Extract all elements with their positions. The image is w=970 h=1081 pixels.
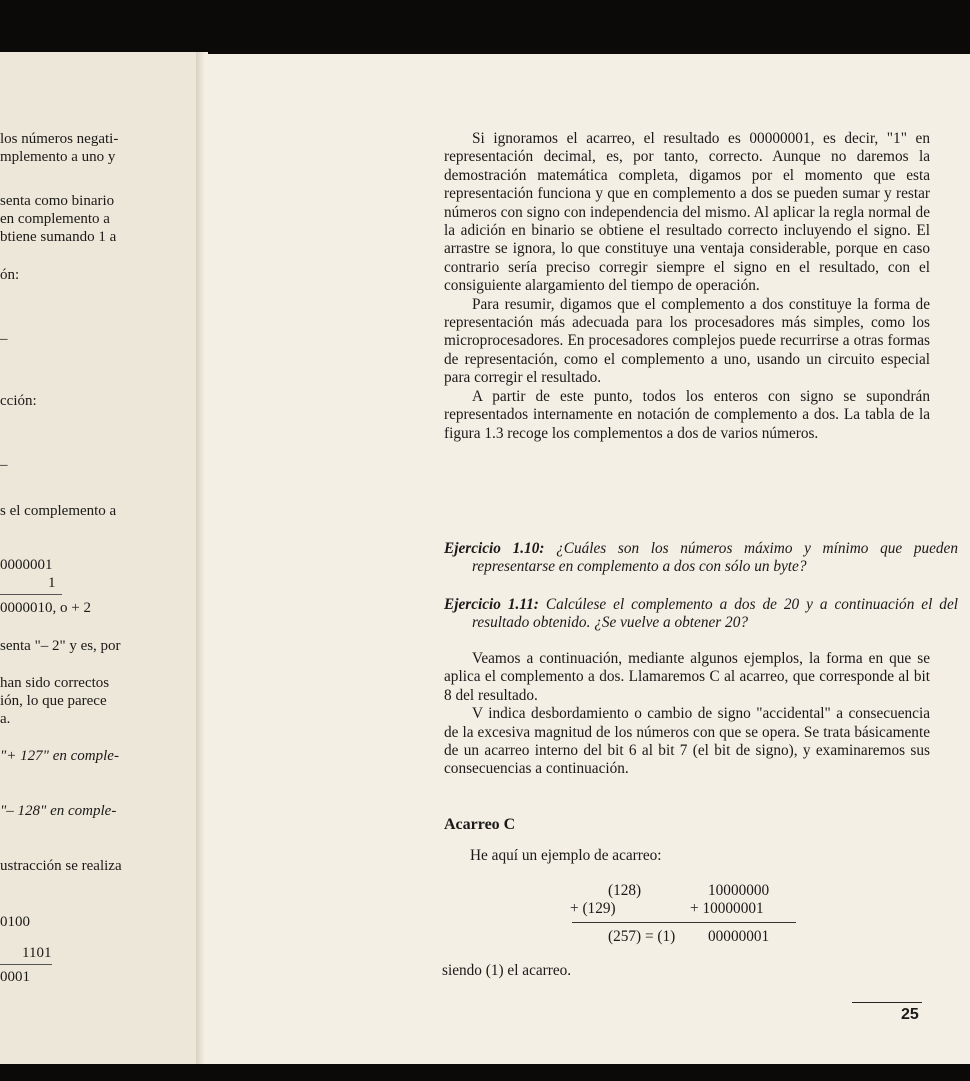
left-text-line: senta como binario: [0, 193, 115, 209]
paragraph: A partir de este punto, todos los enteros con signo se supondrán representados internamente en notación de complemento a dos. La tabla de la figura 1.3 recoge los complementos a dos de varios números.: [444, 387, 930, 442]
left-page: [0, 52, 200, 1064]
left-text-line: 1: [48, 575, 56, 591]
left-sum-rule: [0, 594, 62, 595]
left-text-line: s el complemento a: [0, 503, 117, 519]
left-text-line: "– 128" en comple-: [0, 803, 117, 819]
calc-decimal-result: (257) = (1): [608, 928, 676, 945]
body-text-block-2: [444, 650, 930, 779]
left-text-line: 0000001: [0, 557, 53, 573]
exercise-label: Ejercicio 1.11:: [444, 596, 539, 613]
left-text-line: "+ 127" en comple-: [0, 748, 119, 764]
exercise-1-11: [444, 596, 958, 633]
left-text-line: 0000010, o + 2: [0, 600, 91, 616]
left-text-line: ón:: [0, 267, 20, 283]
paragraph: V indica desbordamiento o cambio de signo "accidental" a consecuencia de la excesiva magnitud de los números con que se opera. Se trata básicamente de un acarreo interno del bit 6 al bit 7 (el bit de signo), y examinaremos sus consecuencias a continuación.: [444, 705, 930, 778]
left-text-line: btiene sumando 1 a: [0, 229, 117, 245]
body-text-block: [444, 130, 930, 443]
paragraph: Si ignoramos el acarreo, el resultado es 00000001, es decir, "1" en representación decimal, es, por tanto, correcto. Aunque no daremos la demostración matemática completa, digamos por el momento que esta representación funciona y que en complemento a dos se pueden sumar y restar números con signo con independencia del mismo. Al aplicar la regla normal de la adición en binario se obtiene el resultado correcto incluyendo el signo. El arrastre se ignora, lo que constituye una ventaja considerable, porque en caso contrario sería preciso corregir siempre el signo en el resultado, con el consiguiente alargamiento del tiempo de operación.: [444, 130, 930, 295]
left-text-line: –: [0, 331, 8, 347]
paragraph: Veamos a continuación, mediante algunos ejemplos, la forma en que se aplica el complemento a dos. Llamaremos C al acarreo, que corresponde al bit 8 del resultado.: [444, 650, 930, 704]
left-text-line: a.: [0, 711, 11, 727]
exercise-text: Calcúlese el complemento a dos de 20 y a continuación el del resultado obtenido. ¿Se vuelve a obtener 20?: [472, 596, 958, 632]
left-text-line: ustracción se realiza: [0, 858, 122, 874]
calc-sum-rule: [572, 922, 796, 923]
left-text-line: –: [0, 457, 8, 473]
left-text-line: 0001: [0, 969, 30, 985]
section-heading: Acarreo C: [444, 816, 516, 833]
left-text-line: mplemento a uno y: [0, 149, 116, 165]
closing-text: siendo (1) el acarreo.: [442, 962, 572, 979]
exercise-text: ¿Cuáles son los números máximo y mínimo que pueden representarse en complemento a dos con sólo un byte?: [472, 540, 958, 576]
paragraph: Para resumir, digamos que el complemento a dos constituye la forma de representación más adecuada para los procesadores más simples, como los microprocesadores. En procesadores complejos puede recurrirse a otras formas de representación, como el complemento a uno, usando un circuito especial para corregir el resultado.: [444, 295, 930, 387]
calc-decimal-1: (128): [608, 882, 642, 899]
calc-binary-result: 00000001: [708, 928, 770, 945]
page-number: 25: [901, 1006, 919, 1023]
calc-decimal-2: + (129): [570, 900, 616, 917]
right-page: [204, 54, 970, 1064]
page-number-rule: [852, 1002, 922, 1003]
calc-binary-1: 10000000: [708, 882, 770, 899]
left-text-line: 0100: [0, 914, 30, 930]
left-text-line: han sido correctos: [0, 675, 110, 691]
calc-binary-2: + 10000001: [690, 900, 764, 917]
left-sum-rule: [0, 964, 52, 965]
left-text-line: en complemento a: [0, 211, 110, 227]
left-text-line: 1101: [22, 945, 52, 961]
left-text-line: cción:: [0, 393, 37, 409]
intro-text: He aquí un ejemplo de acarreo:: [470, 847, 662, 864]
left-text-line: los números negati-: [0, 131, 119, 147]
exercise-label: Ejercicio 1.10:: [444, 540, 545, 557]
exercise-1-10: [444, 540, 958, 577]
left-text-line: senta "– 2" y es, por: [0, 638, 121, 654]
left-text-line: ión, lo que parece: [0, 693, 107, 709]
